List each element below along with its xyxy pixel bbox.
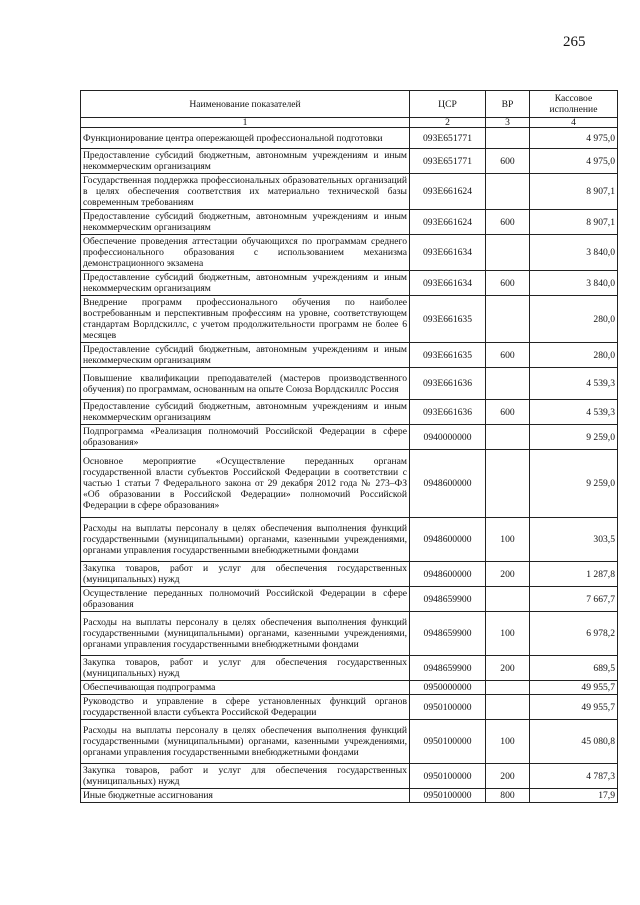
row-vr-cell: 200 [486,764,530,789]
column-number: 1 [81,118,410,128]
row-amount-cell: 3 840,0 [530,235,618,271]
row-vr-cell: 100 [486,720,530,764]
row-amount-cell: 4 975,0 [530,128,618,149]
row-name-cell: Предоставление субсидий бюджетным, автономным учреждениям и иным некоммерческим организациям [81,400,410,425]
row-csr-cell: 0948600000 [410,518,486,562]
row-amount-cell: 45 080,8 [530,720,618,764]
row-name-cell: Закупка товаров, работ и услуг для обеспечения государственных (муниципальных) нужд [81,656,410,681]
row-csr-cell: 0950100000 [410,695,486,720]
row-amount-cell: 7 667,7 [530,587,618,612]
table-row [81,450,618,518]
row-name-cell: Предоставление субсидий бюджетным, автономным учреждениям и иным некоммерческим организациям [81,271,410,296]
page-number: 265 [563,34,586,50]
row-amount-cell: 49 955,7 [530,695,618,720]
row-name-cell: Осуществление переданных полномочий Российской Федерации в сфере образования [81,587,410,612]
row-amount-cell: 9 259,0 [530,450,618,518]
row-vr-cell: 100 [486,518,530,562]
row-csr-cell: 093E651771 [410,128,486,149]
row-amount-cell: 303,5 [530,518,618,562]
row-vr-cell: 600 [486,210,530,235]
row-name-cell: Предоставление субсидий бюджетным, автономным учреждениям и иным некоммерческим организациям [81,343,410,368]
row-name-cell: Закупка товаров, работ и услуг для обеспечения государственных (муниципальных) нужд [81,764,410,789]
row-csr-cell: 0948659900 [410,656,486,681]
row-amount-cell: 4 539,3 [530,400,618,425]
row-name-cell: Предоставление субсидий бюджетным, автономным учреждениям и иным некоммерческим организациям [81,210,410,235]
row-name-cell: Внедрение программ профессионального обучения по наиболее востребованным и перспективным профессиям на уровне, соответствующем стандартам Ворлдскиллс, с учетом продолжительности программ не более 6 месяцев [81,296,410,343]
table-row [81,296,618,343]
table-row [81,587,618,612]
row-csr-cell: 093E661635 [410,343,486,368]
row-amount-cell: 17,9 [530,789,618,803]
row-vr-cell: 200 [486,656,530,681]
row-amount-cell: 49 955,7 [530,681,618,695]
row-csr-cell: 093E661636 [410,400,486,425]
table-row [81,518,618,562]
row-name-cell: Обеспечение проведения аттестации обучающихся по программам среднего профессионального образования с использованием механизма демонстрационного экзамена [81,235,410,271]
table-row [81,656,618,681]
table-row [81,149,618,174]
table-header-row [81,91,618,118]
row-csr-cell: 0950100000 [410,789,486,803]
header-name: Наименование показателей [81,91,410,118]
table-row [81,128,618,149]
row-vr-cell [486,450,530,518]
table-row [81,562,618,587]
table-row [81,681,618,695]
header-amount: Кассовое исполнение [530,91,618,118]
row-vr-cell [486,296,530,343]
row-vr-cell: 600 [486,400,530,425]
table-row [81,612,618,656]
row-csr-cell: 093E661624 [410,210,486,235]
table-row [81,343,618,368]
row-vr-cell [486,695,530,720]
row-csr-cell: 0940000000 [410,425,486,450]
column-number: 3 [486,118,530,128]
row-csr-cell: 0948659900 [410,587,486,612]
row-name-cell: Предоставление субсидий бюджетным, автономным учреждениям и иным некоммерческим организациям [81,149,410,174]
row-csr-cell: 093E651771 [410,149,486,174]
table-row [81,425,618,450]
row-name-cell: Повышение квалификации преподавателей (мастеров производственного обучения) по программам, основанным на опыте Союза Ворлдскиллс Россия [81,368,410,400]
column-number: 4 [530,118,618,128]
row-csr-cell: 0950100000 [410,764,486,789]
row-name-cell: Обеспечивающая подпрограмма [81,681,410,695]
row-csr-cell: 093E661636 [410,368,486,400]
row-amount-cell: 9 259,0 [530,425,618,450]
row-amount-cell: 6 978,2 [530,612,618,656]
row-name-cell: Государственная поддержка профессиональных образовательных организаций в целях обеспечения соответствия их материально технической базы современным требованиям [81,174,410,210]
row-amount-cell: 1 287,8 [530,562,618,587]
column-number: 2 [410,118,486,128]
row-csr-cell: 0948600000 [410,450,486,518]
table-row [81,695,618,720]
row-amount-cell: 4 539,3 [530,368,618,400]
header-csr: ЦСР [410,91,486,118]
row-vr-cell: 800 [486,789,530,803]
row-amount-cell: 8 907,1 [530,174,618,210]
row-vr-cell: 600 [486,343,530,368]
row-csr-cell: 093E661634 [410,235,486,271]
row-vr-cell [486,368,530,400]
row-vr-cell: 100 [486,612,530,656]
row-amount-cell: 4 787,3 [530,764,618,789]
header-vr: ВР [486,91,530,118]
row-vr-cell: 600 [486,149,530,174]
row-vr-cell [486,174,530,210]
row-name-cell: Расходы на выплаты персоналу в целях обеспечения выполнения функций государственными (муниципальными) органами, казенными учреждениями, органами управления государственными внебюджетными фондами [81,720,410,764]
table-row [81,210,618,235]
row-name-cell: Руководство и управление в сфере установленных функций органов государственной власти субъекта Российской Федерации [81,695,410,720]
row-amount-cell: 689,5 [530,656,618,681]
table-row [81,720,618,764]
row-name-cell: Расходы на выплаты персоналу в целях обеспечения выполнения функций государственными (муниципальными) органами, казенными учреждениями, органами управления государственными внебюджетными фондами [81,518,410,562]
table-row [81,764,618,789]
row-csr-cell: 093E661635 [410,296,486,343]
budget-execution-table [80,90,618,803]
row-vr-cell [486,681,530,695]
row-amount-cell: 280,0 [530,296,618,343]
row-vr-cell: 200 [486,562,530,587]
row-csr-cell: 093E661624 [410,174,486,210]
row-name-cell: Основное мероприятие «Осуществление переданных органам государственной власти субъектов Российской Федерации в соответствии с частью 1 статьи 7 Федерального закона от 29 декабря 2012 года № 273–ФЗ «Об образовании в Российской Федерации» полномочий Российской Федерации в сфере образования» [81,450,410,518]
row-csr-cell: 0948600000 [410,562,486,587]
table-row [81,271,618,296]
row-csr-cell: 0948659900 [410,612,486,656]
table-row [81,400,618,425]
row-amount-cell: 8 907,1 [530,210,618,235]
row-vr-cell [486,235,530,271]
table-row [81,174,618,210]
table-body [81,128,618,803]
row-name-cell: Расходы на выплаты персоналу в целях обеспечения выполнения функций государственными (муниципальными) органами, казенными учреждениями, органами управления государственными внебюджетными фондами [81,612,410,656]
row-name-cell: Подпрограмма «Реализация полномочий Российской Федерации в сфере образования» [81,425,410,450]
row-name-cell: Иные бюджетные ассигнования [81,789,410,803]
row-name-cell: Функционирование центра опережающей профессиональной подготовки [81,128,410,149]
row-vr-cell [486,425,530,450]
row-csr-cell: 0950000000 [410,681,486,695]
table-row [81,235,618,271]
row-csr-cell: 0950100000 [410,720,486,764]
table-row [81,368,618,400]
row-amount-cell: 280,0 [530,343,618,368]
row-name-cell: Закупка товаров, работ и услуг для обеспечения государственных (муниципальных) нужд [81,562,410,587]
row-amount-cell: 3 840,0 [530,271,618,296]
row-vr-cell [486,128,530,149]
row-vr-cell: 600 [486,271,530,296]
row-amount-cell: 4 975,0 [530,149,618,174]
row-csr-cell: 093E661634 [410,271,486,296]
column-number-row [81,118,618,128]
table-row [81,789,618,803]
row-vr-cell [486,587,530,612]
